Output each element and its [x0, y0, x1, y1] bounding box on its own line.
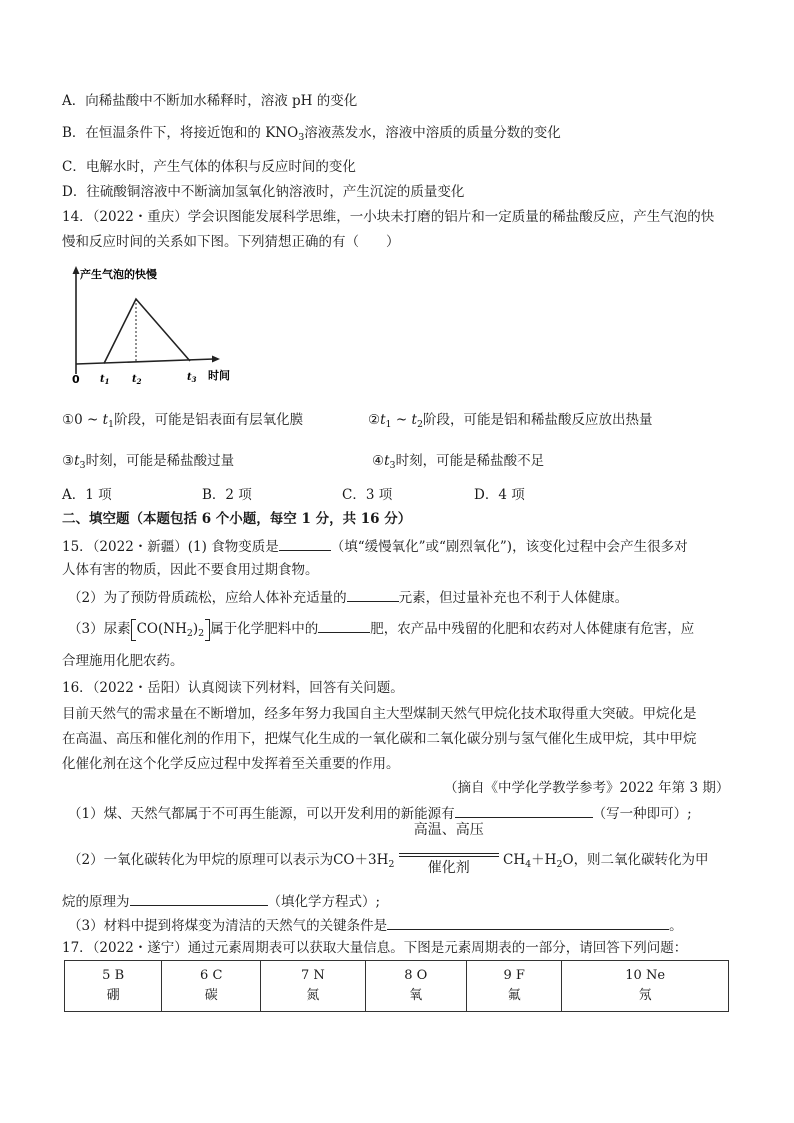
q16-blank-2[interactable]: [130, 891, 268, 906]
q14-stem-line1: 14．（2022・重庆）学会识图能发展科学思维，一小块未打磨的铝片和一定质量的稀盐酸反应，产生气泡的快: [62, 209, 715, 225]
q15-line3: （2）为了预防骨质疏松，应给人体补充适量的 元素，但过量补充也不利于人体健康。: [68, 587, 628, 607]
q16-para-1: 目前天然气的需求量在不断增加，经多年努力我国自主大型煤制天然气甲烷化技术取得重大突破。甲烷化是: [62, 706, 697, 722]
q14-statement-3: $③t_3$时刻，可能是稀盐酸过量: [62, 453, 235, 471]
q14-statement-2: $②t_1$ ~ $t_2$阶段，可能是铝和稀盐酸反应放出热量: [368, 412, 653, 430]
eq-arrow: [399, 822, 499, 876]
q14-choice-a: A．1 项: [62, 487, 112, 503]
q16-para-2: 在高温、高压和催化剂的作用下，把煤气化生成的一氧化碳和二氧化碳分别与氢气催化生成甲烷，其中甲烷: [62, 731, 697, 747]
q15-line2: 人体有害的物质，因此不要食用过期食物。: [62, 562, 319, 578]
element-cell: 7 N 氮: [261, 961, 365, 1012]
q16-q2: （2）一氧化碳转化为甲烷的原理可以表示为$CO+3H_2$ 高温、高压 催化剂 $CH_4+H_2O$，则二氧化碳转化为甲: [68, 822, 709, 876]
graph-t1-label: $t_1$: [100, 374, 110, 386]
kno3-formula: KNO: [265, 125, 299, 141]
element-cell: 5 B 硼: [65, 961, 162, 1012]
q14-rate-time-graph: [66, 262, 246, 388]
graph-ylabel: 产生气泡的快慢: [80, 268, 157, 281]
q16-blank-3[interactable]: [387, 915, 669, 930]
periodic-table-fragment: [64, 960, 729, 1012]
q16-q2-cont: 烷的原理为 （填化学方程式）;: [62, 891, 380, 911]
q14-stem-line2: 慢和反应时间的关系如下图。下列猜想正确的有（ ）: [62, 234, 400, 250]
section-2-heading: 二、填空题（本题包括 6 个小题，每空 1 分，共 16 分）: [62, 511, 412, 527]
q15-blank-3[interactable]: [318, 618, 370, 633]
graph-xlabel: 时间: [208, 369, 230, 382]
q16-q1: （1）煤、天然气都属于不可再生能源，可以开发利用的新能源有 （写一种即可）;: [68, 803, 692, 823]
graph-origin: 0: [72, 373, 80, 386]
graph-t3-label: $t_3$: [187, 372, 197, 384]
q14-choice-b: B．2 项: [202, 487, 252, 503]
q16-para-3: 化催化剂在这个化学反应过程中发挥着至关重要的作用。: [62, 756, 400, 772]
q16-q3: （3）材料中提到将煤变为清洁的天然气的关键条件是 。: [68, 915, 683, 935]
element-cell: 10 Ne 氖: [562, 961, 729, 1012]
graph-t2-label: $t_2$: [132, 374, 142, 386]
option-13-c: C．电解水时，产生气体的体积与反应时间的变化: [62, 159, 356, 175]
option-13-a: A．向稀盐酸中不断加水稀释时，溶液 pH 的变化: [62, 93, 358, 109]
option-13-b-pre: B．在恒温条件下，将接近饱和的: [62, 125, 266, 141]
eq-right: $CH_4+H_2O$: [503, 852, 574, 870]
q15-line1: 15．（2022・新疆）(1) 食物变质是 （填“缓慢氧化”或“剧烈氧化”)，该变化过程中会产生很多对: [62, 536, 688, 556]
q16-blank-1[interactable]: [455, 803, 593, 818]
q16-source: （摘自《中学化学教学参考》2022 年第 3 期）: [444, 780, 730, 796]
q15-line4: （3）尿素 $CO(NH_2)_2$ 属于化学肥料中的 肥，农产品中残留的化肥和农药对人体健康有危害，应: [68, 618, 694, 641]
eq-left: $CO+3H_2$: [333, 852, 395, 870]
q14-statement-1: ①0 ~ $t_1$阶段，可能是铝表面有层氧化膜: [62, 412, 304, 430]
element-cell: 8 O 氧: [365, 961, 467, 1012]
q14-choice-d: D．4 项: [474, 487, 525, 503]
option-13-b: [62, 124, 561, 144]
q14-choice-c: C．3 项: [342, 487, 393, 503]
q15-line5: 合理施用化肥农药。: [62, 653, 184, 669]
left-bracket: [131, 619, 136, 641]
q14-statement-4: $④t_3$时刻，可能是稀盐酸不足: [372, 453, 545, 471]
q15-blank-2[interactable]: [347, 587, 399, 602]
eq-condition-bottom: 催化剂: [427, 860, 470, 876]
kno3-subscript: 3: [298, 132, 305, 143]
option-13-b-post: 溶液蒸发水，溶液中溶质的质量分数的变化: [304, 125, 561, 141]
eq-condition-top: 高温、高压: [413, 822, 484, 838]
element-cell: 9 F 氟: [467, 961, 562, 1012]
option-13-d: D．往硫酸铜溶液中不断滴加氢氧化钠溶液时，产生沉淀的质量变化: [62, 184, 465, 200]
q15-blank-1[interactable]: [279, 536, 331, 551]
q16-head: 16．（2022・岳阳）认真阅读下列材料，回答有关问题。: [62, 680, 404, 696]
element-cell: 6 C 碳: [162, 961, 261, 1012]
q17-stem: 17．（2022・遂宁）通过元素周期表可以获取大量信息。下图是元素周期表的一部分，请回答下列问题：: [62, 940, 688, 956]
